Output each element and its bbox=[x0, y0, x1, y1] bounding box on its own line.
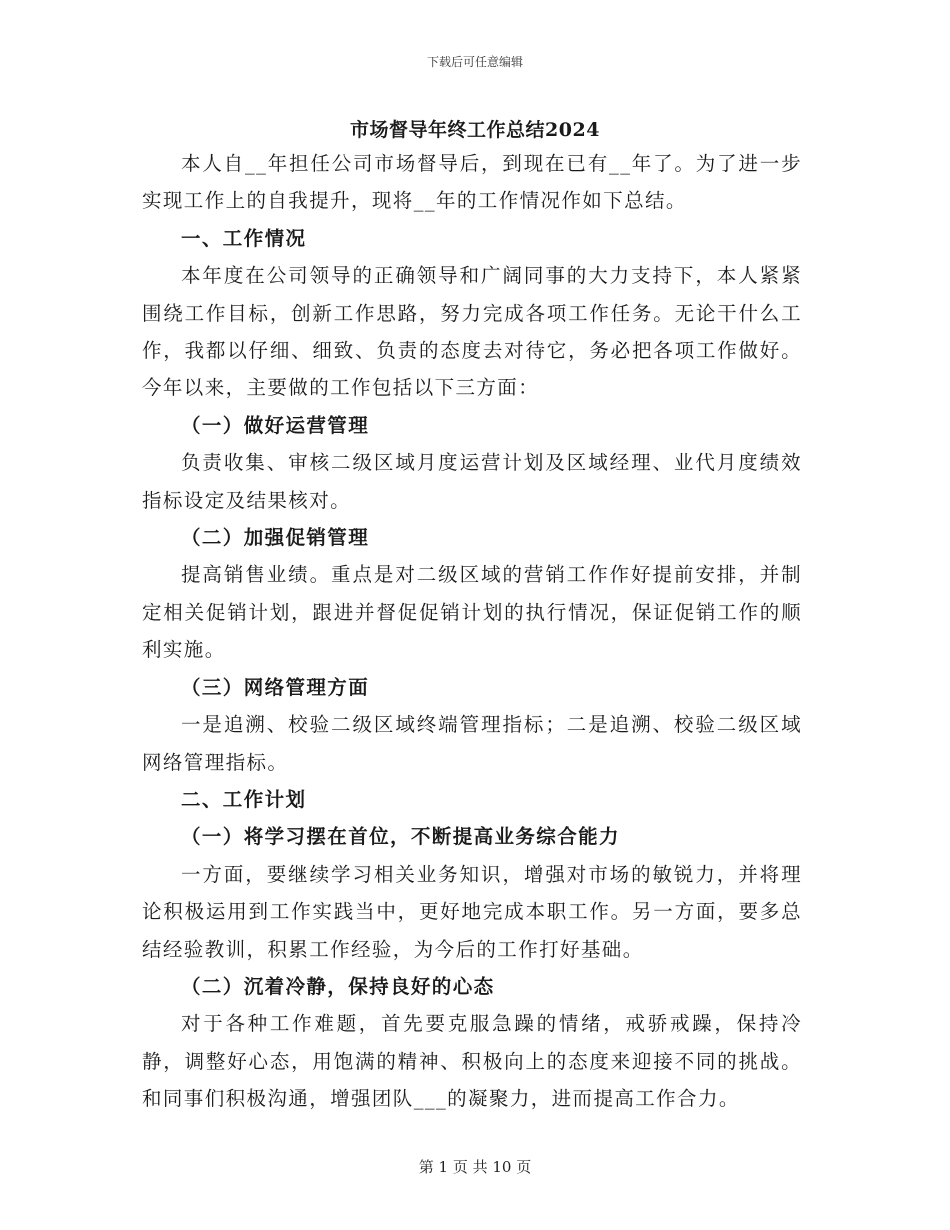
paragraph-learning: 一方面，要继续学习相关业务知识，增强对市场的敏锐力，并将理论积极运用到工作实践当中，更好地完成本职工作。另一方面，要多总结经验教训，积累工作经验，为今后的工作打好基础。 bbox=[142, 862, 802, 961]
section-heading-work-plan: 二、工作计划 bbox=[181, 787, 307, 811]
paragraph-network: 一是追溯、校验二级区域终端管理指标；二是追溯、校验二级区域网络管理指标。 bbox=[142, 713, 802, 774]
subheading-operations: （一）做好运营管理 bbox=[181, 413, 370, 437]
subheading-learning: （一）将学习摆在首位，不断提高业务综合能力 bbox=[181, 825, 620, 849]
paragraph-intro: 本人自__年担任公司市场督导后，到现在已有__年了。为了进一步实现工作上的自我提升，现将__年的工作情况作如下总结。 bbox=[142, 152, 802, 213]
document-body bbox=[142, 145, 802, 1118]
subheading-network: （三）网络管理方面 bbox=[181, 675, 370, 699]
paragraph-promotion: 提高销售业绩。重点是对二级区域的营销工作作好提前安排，并制定相关促销计划，跟进并督促促销计划的执行情况，保证促销工作的顺利实施。 bbox=[142, 563, 802, 662]
subheading-promotion: （二）加强促销管理 bbox=[181, 526, 370, 550]
page-number: 第 1 页 共 10 页 bbox=[418, 1158, 532, 1176]
subheading-mindset: （二）沉着冷静，保持良好的心态 bbox=[181, 974, 495, 998]
section-heading-work-status: 一、工作情况 bbox=[181, 226, 307, 250]
page-header: 下载后可任意编辑 bbox=[426, 55, 523, 69]
document-title: 市场督导年终工作总结2024 bbox=[350, 119, 600, 141]
paragraph-operations: 负责收集、审核二级区域月度运营计划及区域经理、业代月度绩效指标设定及结果核对。 bbox=[142, 451, 802, 512]
paragraph-work-overview: 本年度在公司领导的正确领导和广阔同事的大力支持下，本人紧紧围绕工作目标，创新工作思路，努力完成各项工作任务。无论干什么工作，我都以仔细、细致、负责的态度去对待它，务必把各项工作做好。今年以来，主要做的工作包括以下三方面： bbox=[142, 264, 802, 400]
paragraph-mindset: 对于各种工作难题，首先要克服急躁的情绪，戒骄戒躁，保持冷静，调整好心态，用饱满的精神、积极向上的态度来迎接不同的挑战。和同事们积极沟通，增强团队___的凝聚力，进而提高工作合力。 bbox=[142, 1012, 802, 1111]
